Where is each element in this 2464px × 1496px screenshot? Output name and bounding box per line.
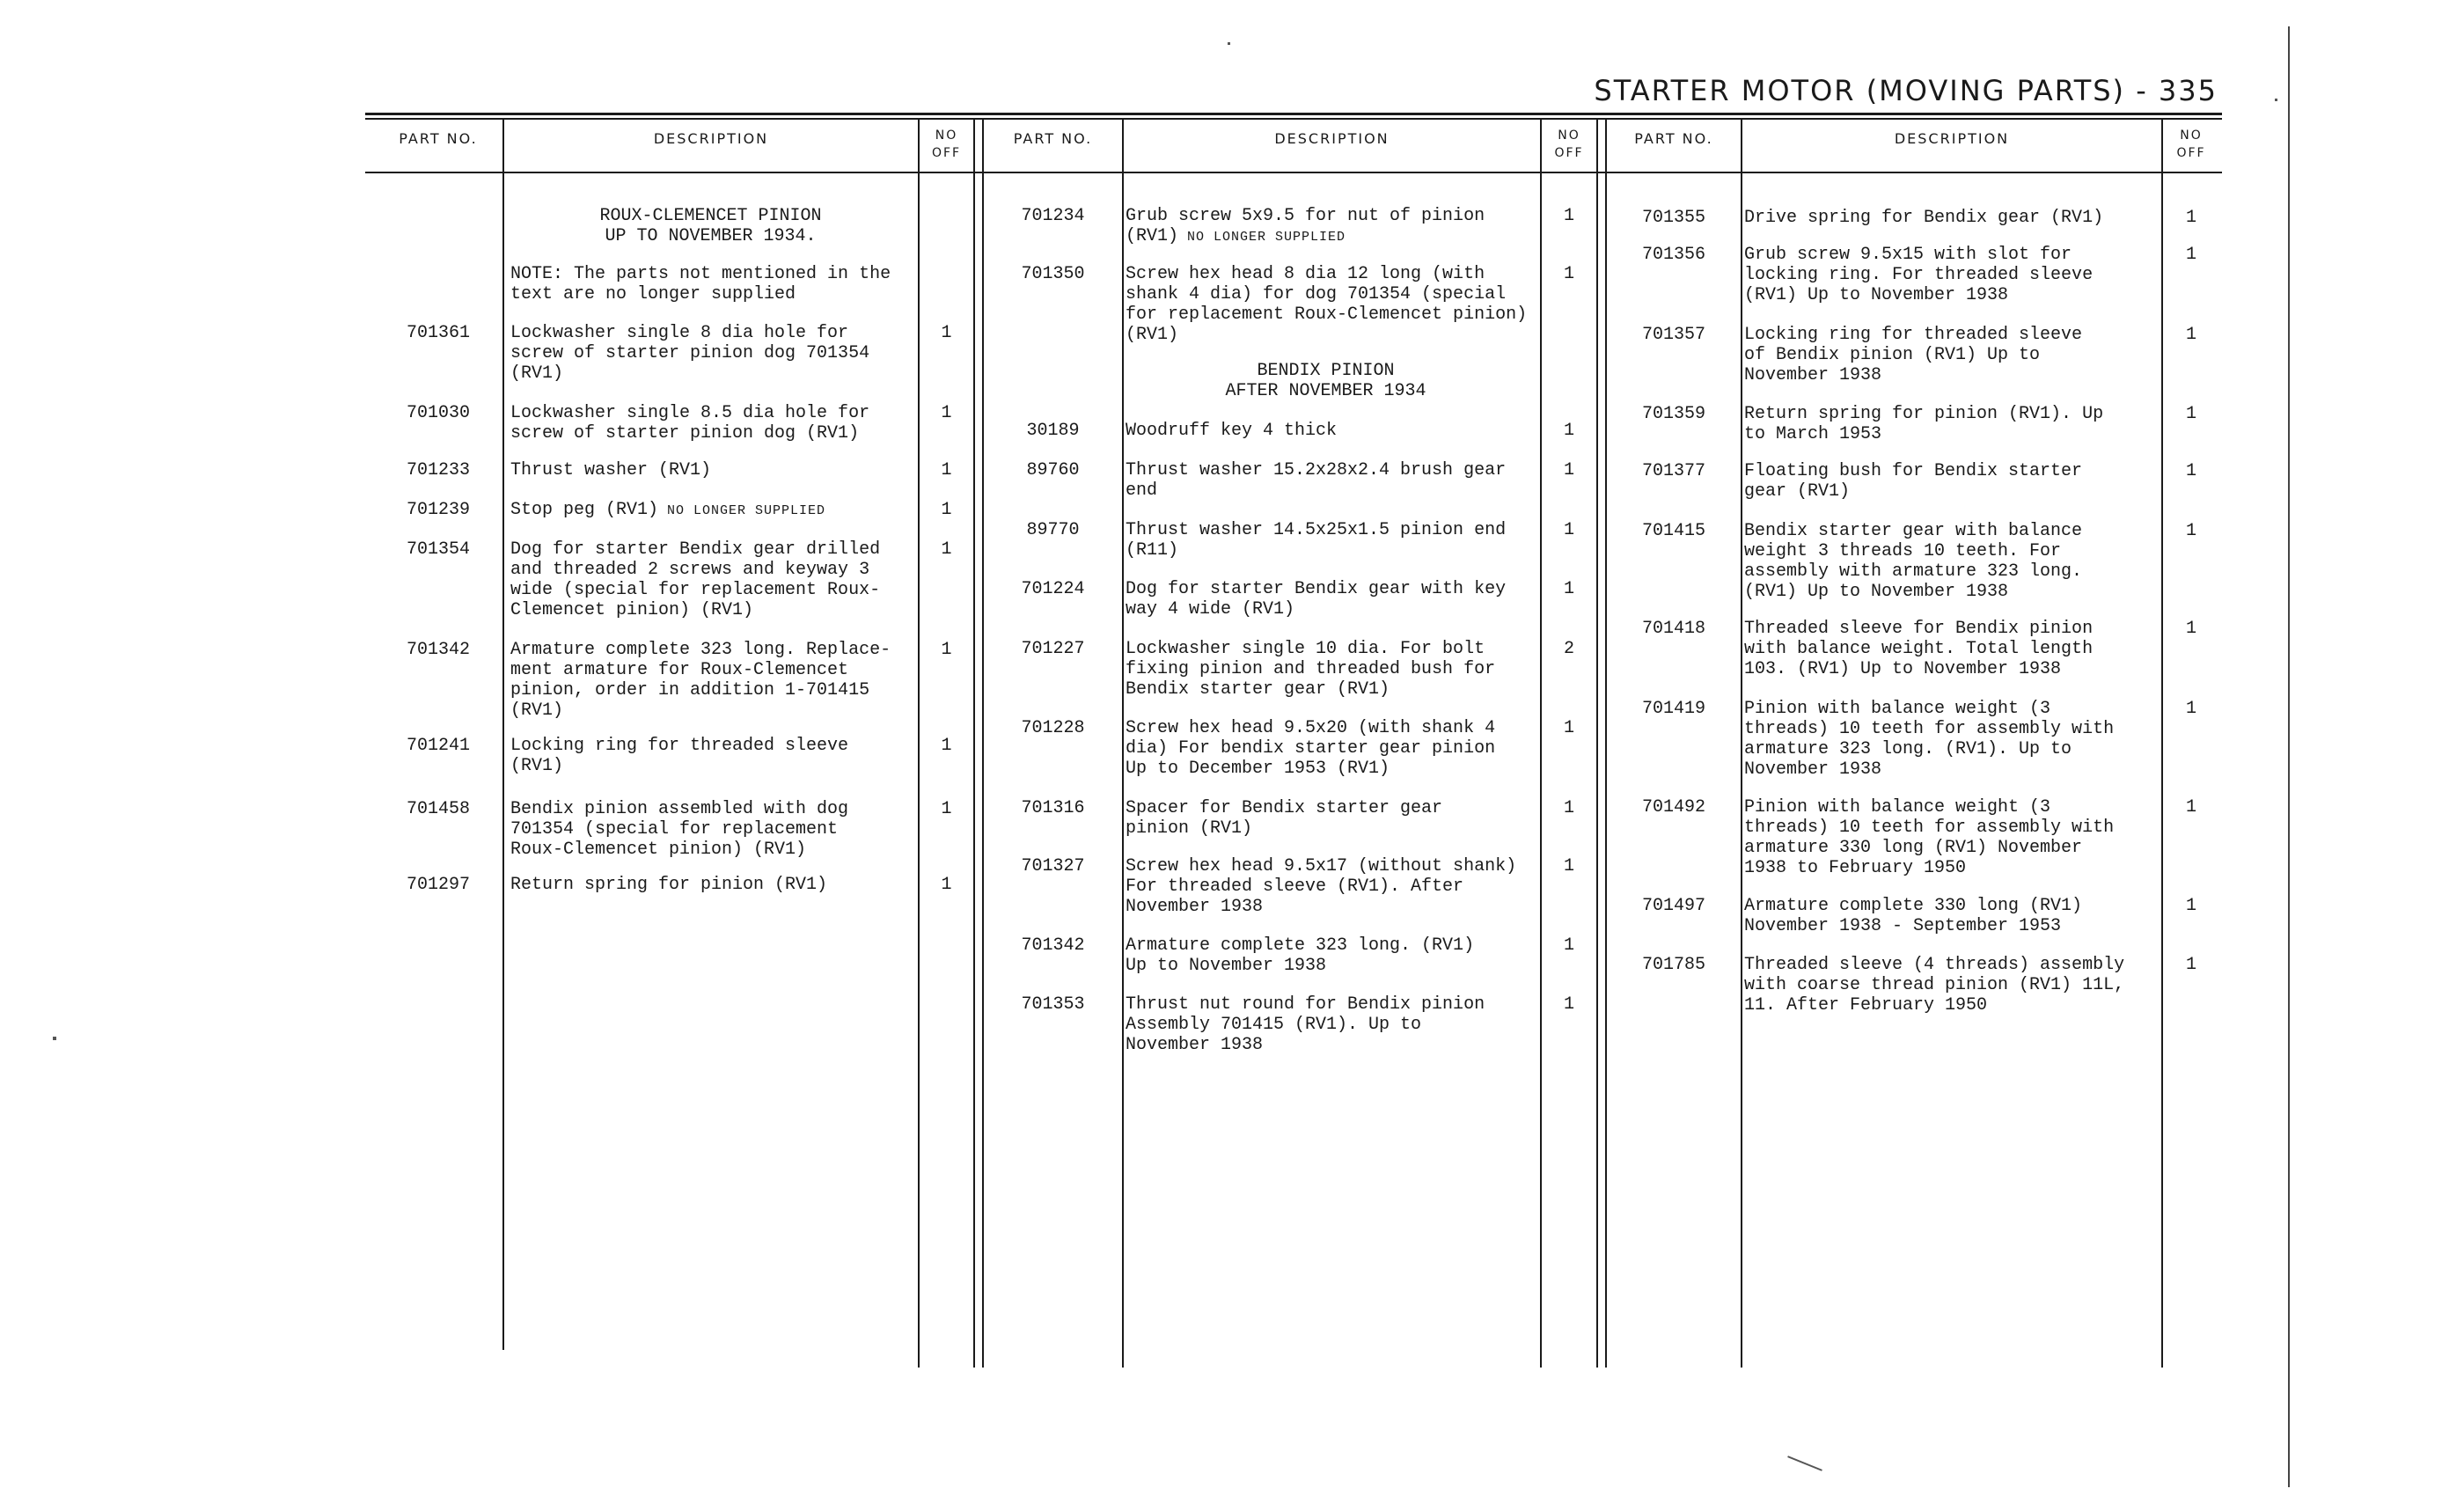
description-line: Dog for starter Bendix gear drilled <box>510 539 881 560</box>
part-description <box>510 460 711 480</box>
top-rule <box>365 113 2222 115</box>
part-description <box>1744 404 2103 444</box>
description-line: Floating bush for Bendix starter <box>1744 461 2083 481</box>
part-description <box>1744 521 2082 602</box>
part-description <box>510 799 848 860</box>
part-description <box>1126 935 1474 976</box>
description-line: Stop peg (RV1) NO LONGER SUPPLIED <box>510 500 826 520</box>
description-line: Armature complete 323 long. (RV1) <box>1126 935 1475 956</box>
description-line: threads) 10 teeth for assembly with <box>1744 818 2115 838</box>
quantity: 1 <box>941 500 952 520</box>
part-description <box>1126 520 1506 561</box>
description-line: locking ring. For threaded sleeve <box>1744 265 2094 285</box>
header-qty-off: OFF <box>2176 146 2206 160</box>
description-line: armature 323 long. (RV1). Up to <box>1744 739 2072 759</box>
description-line: gear (RV1) <box>1744 481 1851 502</box>
quantity: 1 <box>2185 245 2196 265</box>
description-line: with balance weight. Total length <box>1744 639 2094 659</box>
quantity: 1 <box>1563 994 1574 1015</box>
header-qty <box>920 127 973 162</box>
part-number: 701355 <box>1641 208 1705 228</box>
header-qty-no: NO <box>935 128 958 143</box>
quantity: 1 <box>2185 699 2196 719</box>
description-line: 11. After February 1950 <box>1744 995 1988 1016</box>
header-qty-off: OFF <box>1554 146 1584 160</box>
page-title: STARTER MOTOR (MOVING PARTS) - 335 <box>1594 74 2218 107</box>
part-number: 701785 <box>1641 955 1705 975</box>
description-line: ment armature for Roux-Clemencet <box>510 660 849 680</box>
quantity: 1 <box>1563 264 1574 284</box>
page-edge <box>2288 26 2290 1487</box>
description-line: weight 3 threads 10 teeth. For <box>1744 541 2062 561</box>
part-number: 701419 <box>1641 699 1705 719</box>
description-line: Lockwasher single 10 dia. For bolt <box>1126 639 1485 659</box>
description-line: Bendix pinion assembled with dog <box>510 799 849 819</box>
part-number: 701497 <box>1641 896 1705 916</box>
description-line: November 1938 - September 1953 <box>1744 916 2062 936</box>
description-line: 103. (RV1) Up to November 1938 <box>1744 659 2062 679</box>
part-description <box>1744 245 2093 305</box>
part-number: 701234 <box>1021 206 1085 226</box>
description-line: Spacer for Bendix starter gear <box>1126 798 1443 818</box>
description-line: 701354 (special for replacement <box>510 819 839 840</box>
description-line: threads) 10 teeth for assembly with <box>1744 719 2115 739</box>
part-number: 89760 <box>1026 460 1080 480</box>
description-line: Clemencet pinion) (RV1) <box>510 600 754 620</box>
description-line: Assembly 701415 (RV1). Up to <box>1126 1015 1422 1035</box>
part-description <box>1126 264 1527 345</box>
quantity: 1 <box>2185 955 2196 975</box>
description-line: Screw hex head 8 dia 12 long (with <box>1126 264 1485 284</box>
part-description <box>510 500 825 521</box>
quantity: 1 <box>1563 856 1574 876</box>
scan-speck <box>1787 1456 1822 1471</box>
part-number: 701418 <box>1641 619 1705 639</box>
part-description <box>1126 421 1337 441</box>
part-number: 701361 <box>406 323 470 343</box>
description-line: Armature complete 330 long (RV1) <box>1744 896 2083 916</box>
part-description <box>1126 798 1442 839</box>
col-divider <box>982 118 984 1368</box>
header-qty-no: NO <box>1558 128 1580 143</box>
description-line: (RV1) NO LONGER SUPPLIED <box>1126 226 1346 246</box>
part-description <box>1744 955 2124 1016</box>
part-description <box>510 264 891 304</box>
description-line: Screw hex head 9.5x17 (without shank) <box>1126 856 1517 876</box>
description-line: shank 4 dia) for dog 701354 (special <box>1126 284 1507 304</box>
part-description <box>1744 325 2082 385</box>
description-line: (RV1) <box>1126 325 1179 345</box>
description-line: text are no longer supplied <box>510 284 796 304</box>
description-line: UP TO NOVEMBER 1934. <box>605 226 817 246</box>
col-divider <box>1122 118 1124 1368</box>
part-number: 701228 <box>1021 718 1085 738</box>
description-line: fixing pinion and threaded bush for <box>1126 659 1496 679</box>
part-number: 701030 <box>406 403 470 423</box>
part-description <box>510 403 869 444</box>
quantity: 1 <box>2185 208 2196 228</box>
part-number: 701342 <box>406 640 470 660</box>
col-divider <box>1540 118 1542 1368</box>
description-line: screw of starter pinion dog 701354 <box>510 343 870 363</box>
description-line: AFTER NOVEMBER 1934 <box>1225 381 1426 401</box>
section-heading <box>1126 361 1526 401</box>
section-heading <box>510 206 911 246</box>
description-line: Return spring for pinion (RV1). Up <box>1744 404 2104 424</box>
part-description <box>1744 619 2093 679</box>
col-divider <box>2161 118 2163 1368</box>
description-line: with coarse thread pinion (RV1) 11L, <box>1744 975 2125 995</box>
part-number: 30189 <box>1026 421 1080 441</box>
header-part-no: PART NO. <box>399 130 478 147</box>
description-line: Up to December 1953 (RV1) <box>1126 759 1390 779</box>
col-divider <box>1605 118 1607 1368</box>
description-line: armature 330 long (RV1) November <box>1744 838 2083 858</box>
header-description: DESCRIPTION <box>1894 130 2010 147</box>
part-number: 701354 <box>406 539 470 560</box>
description-line: wide (special for replacement Roux- <box>510 580 881 600</box>
description-line: (RV1) Up to November 1938 <box>1744 285 2009 305</box>
part-description <box>510 875 827 895</box>
description-line: (RV1) <box>510 756 564 776</box>
part-number: 701227 <box>1021 639 1085 659</box>
description-line: (RV1) <box>510 363 564 384</box>
description-line: Bendix starter gear (RV1) <box>1126 679 1390 700</box>
top-rule-2 <box>365 118 2222 120</box>
description-line: Dog for starter Bendix gear with key <box>1126 579 1507 599</box>
part-number: 701327 <box>1021 856 1085 876</box>
quantity: 1 <box>1563 520 1574 540</box>
description-line: Threaded sleeve (4 threads) assembly <box>1744 955 2125 975</box>
header-description: DESCRIPTION <box>653 130 769 147</box>
description-line: 1938 to February 1950 <box>1744 858 1967 878</box>
header-qty-no: NO <box>2180 128 2203 143</box>
quantity: 1 <box>941 460 952 480</box>
part-number: 701353 <box>1021 994 1085 1015</box>
description-line: Roux-Clemencet pinion) (RV1) <box>510 840 807 860</box>
quantity: 1 <box>1563 935 1574 956</box>
part-number: 701224 <box>1021 579 1085 599</box>
part-description <box>510 539 880 620</box>
description-line: Thrust washer (RV1) <box>510 460 712 480</box>
quantity: 1 <box>941 640 952 660</box>
scan-speck <box>2275 99 2277 101</box>
part-number: 701356 <box>1641 245 1705 265</box>
availability-note: NO LONGER SUPPLIED <box>1178 230 1346 245</box>
description-line: Grub screw 9.5x15 with slot for <box>1744 245 2072 265</box>
part-number: 701233 <box>406 460 470 480</box>
description-line: dia) For bendix starter gear pinion <box>1126 738 1496 759</box>
part-description <box>1126 206 1485 247</box>
part-description <box>1744 896 2082 936</box>
part-description <box>1744 699 2114 780</box>
description-line: Up to November 1938 <box>1126 956 1327 976</box>
description-line: Pinion with balance weight (3 <box>1744 797 2051 818</box>
part-description <box>1126 718 1495 779</box>
part-description <box>510 323 869 384</box>
description-line: Grub screw 5x9.5 for nut of pinion <box>1126 206 1485 226</box>
part-number: 701458 <box>406 799 470 819</box>
quantity: 1 <box>941 403 952 423</box>
part-number: 701415 <box>1641 521 1705 541</box>
quantity: 1 <box>941 736 952 756</box>
part-number: 701359 <box>1641 404 1705 424</box>
part-number: 701297 <box>406 875 470 895</box>
header-qty <box>1542 127 1596 162</box>
quantity: 1 <box>941 539 952 560</box>
quantity: 1 <box>2185 404 2196 424</box>
part-number: 701239 <box>406 500 470 520</box>
quantity: 1 <box>2185 521 2196 541</box>
description-line: November 1938 <box>1126 897 1264 917</box>
part-number: 701357 <box>1641 325 1705 345</box>
description-line: pinion, order in addition 1-701415 <box>510 680 870 700</box>
header-qty-off: OFF <box>931 146 962 160</box>
part-description <box>1744 208 2103 228</box>
description-line: Woodruff key 4 thick <box>1126 421 1338 441</box>
header-rule <box>365 172 2222 173</box>
scan-speck <box>1228 42 1230 45</box>
description-line: (R11) <box>1126 540 1179 561</box>
quantity: 1 <box>2185 325 2196 345</box>
part-number: 701377 <box>1641 461 1705 481</box>
col-divider <box>502 118 504 1350</box>
description-line: Armature complete 323 long. Replace- <box>510 640 891 660</box>
quantity: 1 <box>1563 460 1574 480</box>
part-description <box>1126 639 1495 700</box>
quantity: 1 <box>1563 579 1574 599</box>
header-description: DESCRIPTION <box>1274 130 1390 147</box>
col-divider <box>1596 118 1598 1368</box>
part-number: 89770 <box>1026 520 1080 540</box>
description-line: Thrust washer 15.2x28x2.4 brush gear <box>1126 460 1507 480</box>
description-line: Threaded sleeve for Bendix pinion <box>1744 619 2094 639</box>
quantity: 1 <box>941 875 952 895</box>
part-number: 701342 <box>1021 935 1085 956</box>
quantity: 2 <box>1563 639 1574 659</box>
part-description <box>1126 856 1516 917</box>
part-description <box>1744 461 2082 502</box>
description-line: For threaded sleeve (RV1). After <box>1126 876 1464 897</box>
description-line: Locking ring for threaded sleeve <box>510 736 849 756</box>
availability-note: NO LONGER SUPPLIED <box>658 503 826 518</box>
description-line: Thrust washer 14.5x25x1.5 pinion end <box>1126 520 1507 540</box>
description-line: screw of starter pinion dog (RV1) <box>510 423 860 444</box>
quantity: 1 <box>2185 461 2196 481</box>
scan-speck <box>53 1037 56 1040</box>
quantity: 1 <box>2185 619 2196 639</box>
part-number: 701350 <box>1021 264 1085 284</box>
description-line: pinion (RV1) <box>1126 818 1253 839</box>
description-line: Thrust nut round for Bendix pinion <box>1126 994 1485 1015</box>
part-description <box>510 640 891 721</box>
header-qty <box>2163 127 2219 162</box>
description-line: November 1938 <box>1126 1035 1264 1055</box>
description-line: Bendix starter gear with balance <box>1744 521 2083 541</box>
description-line: Screw hex head 9.5x20 (with shank 4 <box>1126 718 1496 738</box>
header-part-no: PART NO. <box>1634 130 1713 147</box>
quantity: 1 <box>1563 718 1574 738</box>
description-line: BENDIX PINION <box>1257 361 1395 381</box>
part-description <box>1126 994 1485 1055</box>
part-description <box>1126 579 1506 620</box>
description-line: assembly with armature 323 long. <box>1744 561 2083 582</box>
quantity: 1 <box>941 323 952 343</box>
description-line: Locking ring for threaded sleeve <box>1744 325 2083 345</box>
part-description <box>1126 460 1506 501</box>
description-line: way 4 wide (RV1) <box>1126 599 1295 620</box>
description-line: (RV1) <box>510 700 564 721</box>
description-line: end <box>1126 480 1158 501</box>
header-part-no: PART NO. <box>1013 130 1093 147</box>
description-line: of Bendix pinion (RV1) Up to <box>1744 345 2041 365</box>
quantity: 1 <box>1563 798 1574 818</box>
description-line: NOTE: The parts not mentioned in the <box>510 264 891 284</box>
description-line: November 1938 <box>1744 365 1882 385</box>
description-line: Lockwasher single 8.5 dia hole for <box>510 403 870 423</box>
description-line: ROUX-CLEMENCET PINION <box>599 206 822 226</box>
description-line: Lockwasher single 8 dia hole for <box>510 323 849 343</box>
quantity: 1 <box>1563 206 1574 226</box>
col-divider <box>1741 118 1742 1368</box>
part-number: 701492 <box>1641 797 1705 818</box>
description-line: November 1938 <box>1744 759 1882 780</box>
description-line: to March 1953 <box>1744 424 1882 444</box>
part-number: 701316 <box>1021 798 1085 818</box>
description-line: Return spring for pinion (RV1) <box>510 875 828 895</box>
description-line: for replacement Roux-Clemencet pinion) <box>1126 304 1528 325</box>
part-description <box>1744 797 2114 878</box>
part-number: 701241 <box>406 736 470 756</box>
description-line: Pinion with balance weight (3 <box>1744 699 2051 719</box>
description-line: Drive spring for Bendix gear (RV1) <box>1744 208 2104 228</box>
part-description <box>510 736 848 776</box>
quantity: 1 <box>2185 797 2196 818</box>
description-line: (RV1) Up to November 1938 <box>1744 582 2009 602</box>
description-line: and threaded 2 screws and keyway 3 <box>510 560 870 580</box>
col-divider <box>973 118 975 1368</box>
quantity: 1 <box>941 799 952 819</box>
quantity: 1 <box>1563 421 1574 441</box>
quantity: 1 <box>2185 896 2196 916</box>
